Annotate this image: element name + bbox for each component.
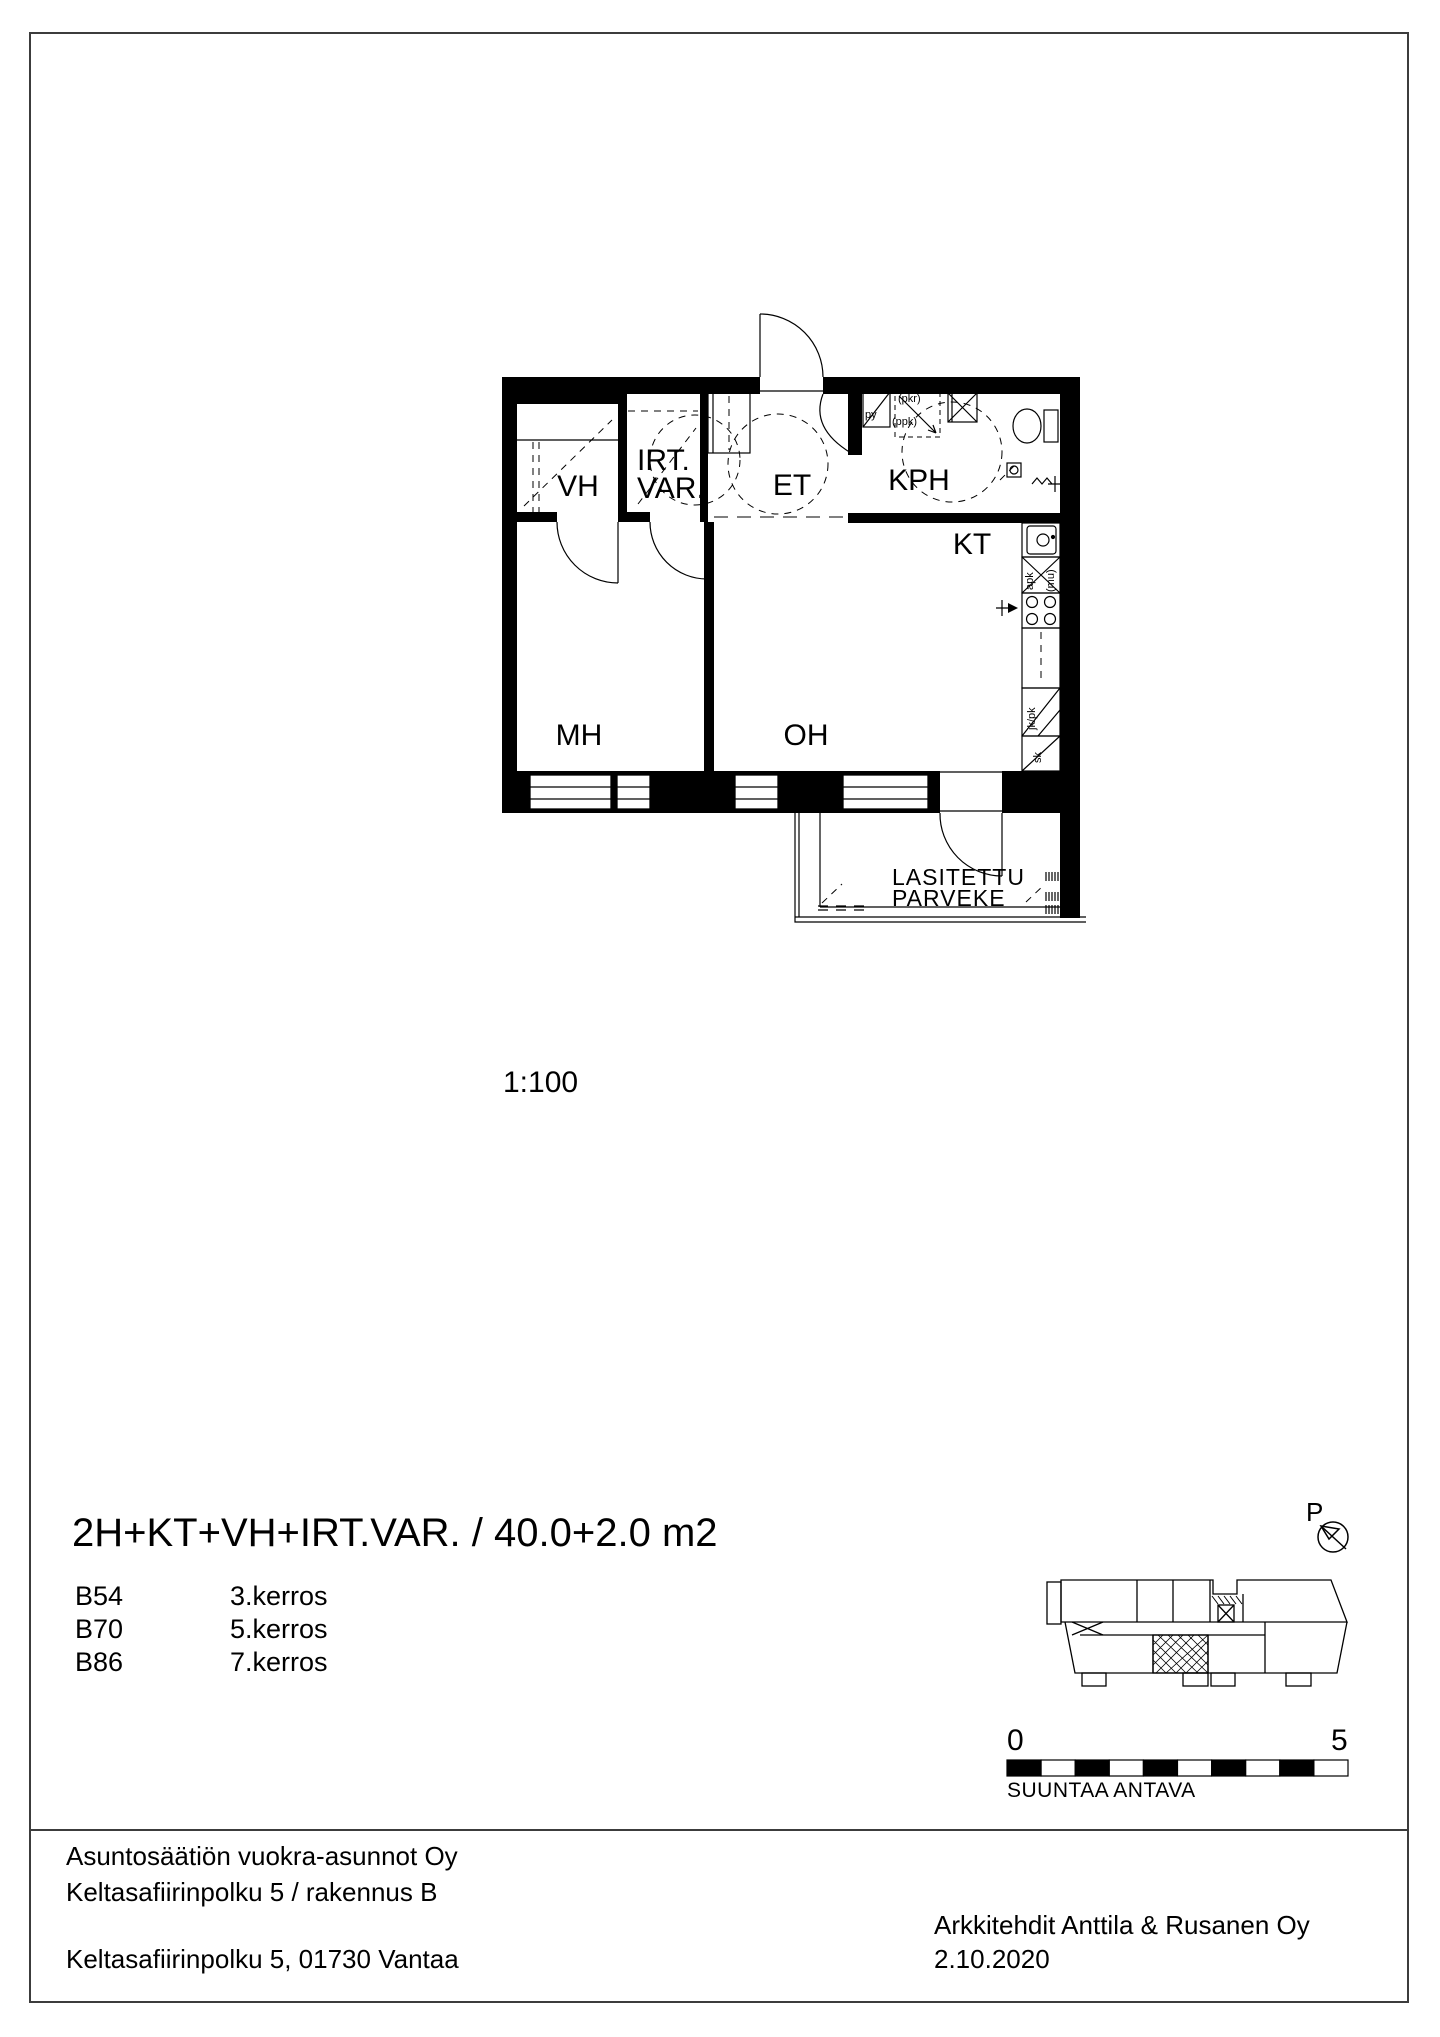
fixture-label-apk: apk [1024,572,1036,590]
north-label: P [1306,1497,1324,1527]
balcony-label-line1: LASITETTU [892,864,1025,890]
key-plan [1047,1580,1347,1686]
fixture-label-ppk: (ppk) [892,416,918,428]
apartment-floor: 7.kerros [230,1647,328,1677]
room-label-mh: MH [555,719,603,752]
footer-architect: Arkkitehdit Anttila & Rusanen Oy [934,1910,1310,1940]
room-label-irtvar-line1: IRT. [637,444,690,477]
water-point [996,600,1008,616]
bathroom-door [820,394,851,453]
page-frame [30,33,1408,2002]
balcony-glazing [1046,872,1058,914]
entrance-door [760,314,823,377]
fixtures [517,392,1062,771]
footer-project: Keltasafiirinpolku 5 / rakennus B [66,1877,438,1907]
footer-company: Asuntosäätiön vuokra-asunnot Oy [66,1841,458,1871]
apartment-floor: 5.kerros [230,1614,328,1644]
vp-boxed-p: P [1042,791,1055,806]
fixture-label-jkpk: jk/pk [1026,707,1038,730]
footer-address: Keltasafiirinpolku 5, 01730 Vantaa [66,1944,459,1974]
scale-bar-note: SUUNTAA ANTAVA [1007,1779,1196,1802]
room-label-vh: VH [557,470,599,503]
balcony-label-line2: PARVEKE [892,885,1006,911]
apartment-type-title: 2H+KT+VH+IRT.VAR. / 40.0+2.0 m2 [72,1511,718,1555]
apartment-code: B86 [75,1647,124,1677]
scale-bar [1007,1760,1348,1776]
apartment-walls [502,377,1080,918]
fixture-label-mu: (mu) [1045,569,1057,592]
fixture-label-sk: sk [1032,752,1044,763]
toilet-bowl [1013,409,1041,443]
scale-bar-start: 0 [1007,1724,1024,1757]
apartment-code: B54 [75,1581,124,1611]
vp-marker [1029,791,1055,809]
drawing-scale: 1:100 [503,1066,579,1099]
shower-mixer [1032,476,1062,492]
apartment-code: B70 [75,1614,124,1644]
toilet-tank [1044,410,1058,442]
scale-bar-end: 5 [1331,1724,1348,1757]
fixture-label-pkr: (pkr) [898,393,921,405]
fixture-label-py: py [865,409,877,421]
room-label-kt: KT [952,528,992,561]
footer-date: 2.10.2020 [934,1944,1050,1974]
storage-door [650,522,707,579]
floor-drain [1007,463,1021,477]
vh-door [557,522,618,583]
vp-letter: V [1029,790,1042,810]
room-label-kph: KPH [888,464,950,497]
room-label-oh: OH [783,719,829,752]
room-label-irtvar-line2: VAR. [637,472,705,505]
room-label-et: ET [772,469,812,502]
apartment-floor: 3.kerros [230,1581,328,1611]
